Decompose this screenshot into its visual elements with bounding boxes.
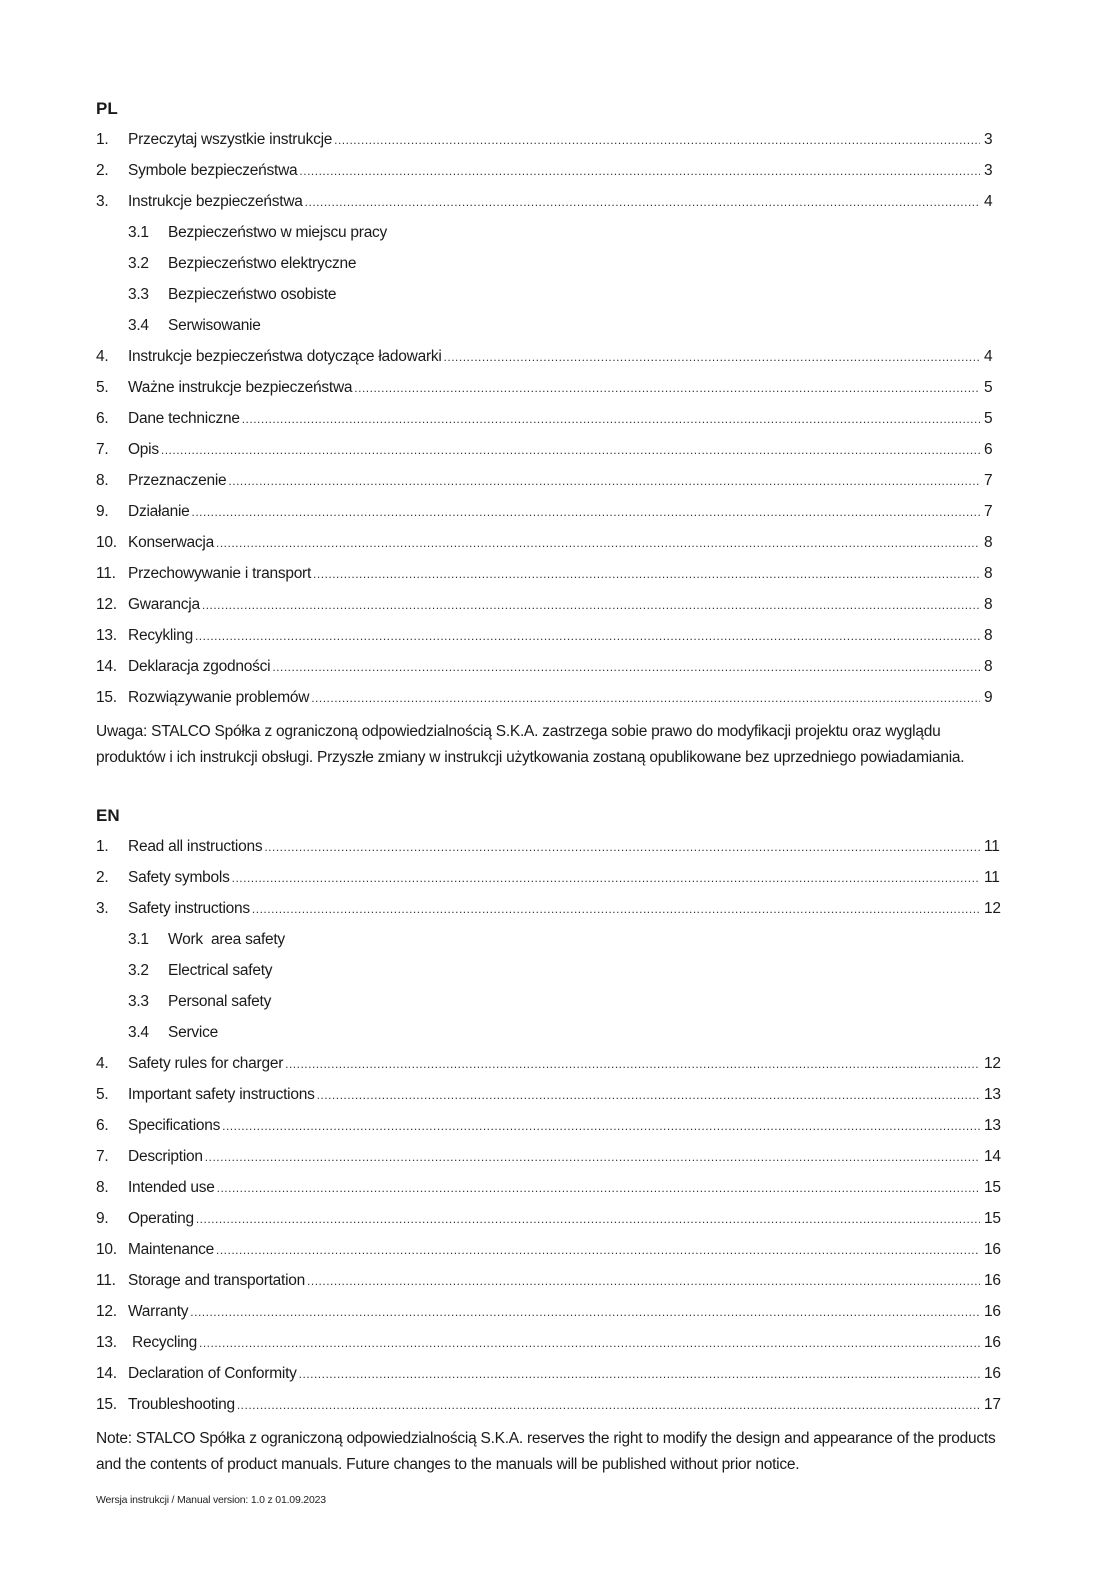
toc-item-page: 17	[984, 1396, 1001, 1413]
toc-item-title: Instrukcje bezpieczeństwa dotyczące ładowarki	[128, 348, 442, 365]
toc-dot-leader	[307, 1266, 980, 1297]
toc-dot-leader	[232, 863, 980, 894]
toc-item-title: Przeczytaj wszystkie instrukcje	[128, 131, 333, 148]
toc-item-page: 11	[984, 838, 1000, 855]
toc-item-number: 4.	[96, 1055, 109, 1072]
toc-item	[96, 186, 1008, 217]
toc-item-title: Important safety instructions	[128, 1086, 315, 1103]
toc-item-page: 7	[984, 472, 993, 489]
toc-item-page: 15	[984, 1210, 1001, 1227]
toc-item	[96, 1203, 1008, 1234]
toc-item-number: 5.	[96, 379, 109, 396]
toc-item-number: 12.	[96, 1303, 117, 1320]
toc-dot-leader	[192, 497, 980, 528]
toc-item-title: Operating	[128, 1210, 194, 1227]
toc-dot-leader	[272, 652, 980, 683]
toc-item	[96, 589, 1008, 620]
toc-item-page: 8	[984, 658, 993, 675]
section-heading-en: EN	[96, 806, 120, 825]
toc-dot-leader	[190, 1297, 980, 1328]
toc-dot-leader	[264, 832, 980, 863]
toc-item-page: 16	[984, 1303, 1001, 1320]
toc-item-title: Ważne instrukcje bezpieczeństwa	[128, 379, 353, 396]
toc-item-title: Recykling	[128, 627, 193, 644]
toc-item-number: 10.	[96, 534, 117, 551]
section-heading-pl: PL	[96, 99, 118, 118]
toc-item	[96, 1110, 1008, 1141]
toc-item-number: 9.	[96, 1210, 109, 1227]
toc-item-number: 7.	[96, 441, 109, 458]
toc-item-title: Intended use	[128, 1179, 215, 1196]
toc-item-title: Maintenance	[128, 1241, 215, 1258]
toc-item-title: Description	[128, 1148, 203, 1165]
toc-item-title: Gwarancja	[128, 596, 200, 613]
toc-item-title: Bezpieczeństwo osobiste	[168, 286, 337, 303]
note-en: Note: STALCO Spółka z ograniczoną odpowiedzialnością S.K.A. reserves the right to modify the design and appearance of the products and the contents of product manuals. Future changes to the manuals will be published without prior notice.	[96, 1430, 996, 1473]
toc-item-number: 14.	[96, 1365, 117, 1382]
toc-item-page: 13	[984, 1086, 1001, 1103]
toc-item-title: Przechowywanie i transport	[128, 565, 312, 582]
toc-dot-leader	[237, 1390, 980, 1421]
toc-item-number: 3.3	[128, 286, 149, 303]
toc-dot-leader	[228, 466, 980, 497]
toc-item-page: 6	[984, 441, 993, 458]
toc-subitem	[96, 986, 1008, 1017]
toc-item-number: 8.	[96, 1179, 109, 1196]
toc-item-number: 4.	[96, 348, 109, 365]
toc-item-number: 6.	[96, 1117, 109, 1134]
toc-item-page: 16	[984, 1241, 1001, 1258]
toc-item	[96, 682, 1008, 713]
toc-dot-leader	[161, 435, 980, 466]
toc-dot-leader	[313, 559, 980, 590]
toc-item-page: 11	[984, 869, 1000, 886]
toc-item-title: Read all instructions	[128, 838, 263, 855]
toc-item-page: 16	[984, 1365, 1001, 1382]
toc-dot-leader	[216, 528, 980, 559]
toc-item-number: 15.	[96, 1396, 117, 1413]
toc-item	[96, 1265, 1008, 1296]
toc-item	[96, 372, 1008, 403]
toc-item-page: 8	[984, 627, 993, 644]
toc-dot-leader	[199, 1328, 980, 1359]
toc-item-title: Troubleshooting	[128, 1396, 235, 1413]
toc-item-page: 5	[984, 379, 993, 396]
toc-item-number: 14.	[96, 658, 117, 675]
toc-dot-leader	[252, 894, 980, 925]
toc-item	[96, 1048, 1008, 1079]
toc-item-title: Declaration of Conformity	[128, 1365, 297, 1382]
toc-item	[96, 1327, 1008, 1358]
toc-dot-leader	[205, 1142, 980, 1173]
toc-item-title: Storage and transportation	[128, 1272, 306, 1289]
toc-item-page: 9	[984, 689, 993, 706]
toc-item-number: 7.	[96, 1148, 109, 1165]
toc-item-page: 3	[984, 162, 993, 179]
toc-item-number: 9.	[96, 503, 109, 520]
toc-dot-leader	[195, 621, 980, 652]
toc-item	[96, 651, 1008, 682]
toc-item-title: Safety symbols	[128, 869, 230, 886]
toc-item-number: 15.	[96, 689, 117, 706]
toc-item-title: Service	[168, 1024, 218, 1041]
toc-item-number: 3.	[96, 193, 109, 210]
toc-item-number: 3.3	[128, 993, 149, 1010]
toc-item-number: 3.	[96, 900, 109, 917]
toc-item-number: 1.	[96, 838, 109, 855]
toc-item	[96, 862, 1008, 893]
toc-item	[96, 496, 1008, 527]
toc-item	[96, 1172, 1008, 1203]
toc-item-number: 10.	[96, 1241, 117, 1258]
toc-item	[96, 1141, 1008, 1172]
toc-dot-leader	[444, 342, 980, 373]
toc-item-number: 12.	[96, 596, 117, 613]
note-pl: Uwaga: STALCO Spółka z ograniczoną odpowiedzialnością S.K.A. zastrzega sobie prawo do modyfikacji projektu oraz wyglądu produktów i ich instrukcji obsługi. Przyszłe zmiany w instrukcji użytkowania zostaną opublikowane bez uprzedniego powiadamiania.	[96, 723, 965, 766]
toc-section-en	[96, 805, 1008, 1478]
toc-item-number: 1.	[96, 131, 109, 148]
toc-item	[96, 620, 1008, 651]
toc-dot-leader	[242, 404, 980, 435]
toc-item	[96, 1296, 1008, 1327]
toc-item-number: 3.4	[128, 1024, 149, 1041]
toc-item-title: Bezpieczeństwo w miejscu pracy	[168, 224, 388, 241]
toc-item-number: 13.	[96, 1334, 117, 1351]
toc-item	[96, 341, 1008, 372]
toc-item-page: 8	[984, 565, 993, 582]
toc-item-title: Bezpieczeństwo elektryczne	[168, 255, 357, 272]
toc-item-page: 5	[984, 410, 993, 427]
toc-item	[96, 831, 1008, 862]
toc-item	[96, 465, 1008, 496]
toc-dot-leader	[299, 1359, 980, 1390]
toc-dot-leader	[305, 187, 980, 218]
toc-dot-leader	[311, 683, 980, 714]
toc-item-number: 8.	[96, 472, 109, 489]
toc-dot-leader	[196, 1204, 980, 1235]
toc-dot-leader	[354, 373, 980, 404]
toc-item-page: 8	[984, 534, 993, 551]
toc-item-title: Dane techniczne	[128, 410, 240, 427]
toc-item-title: Opis	[128, 441, 159, 458]
toc-dot-leader	[334, 125, 980, 156]
toc-item	[96, 527, 1008, 558]
toc-item	[96, 1358, 1008, 1389]
toc-item-number: 2.	[96, 869, 109, 886]
toc-item	[96, 558, 1008, 589]
toc-item-page: 14	[984, 1148, 1001, 1165]
toc-item-title: Safety instructions	[128, 900, 250, 917]
toc-item-page: 16	[984, 1334, 1001, 1351]
toc-dot-leader	[285, 1049, 980, 1080]
toc-subitem	[96, 310, 1008, 341]
toc-item-page: 13	[984, 1117, 1001, 1134]
toc-item-title: Symbole bezpieczeństwa	[128, 162, 298, 179]
toc-item-title: Deklaracja zgodności	[128, 658, 271, 675]
toc-item-title: Recycling	[128, 1334, 197, 1351]
toc-dot-leader	[202, 590, 980, 621]
toc-dot-leader	[216, 1235, 980, 1266]
toc-item	[96, 893, 1008, 924]
toc-item-page: 3	[984, 131, 993, 148]
manual-version-footer: Wersja instrukcji / Manual version: 1.0 z 01.09.2023	[96, 1494, 326, 1506]
toc-item-page: 15	[984, 1179, 1001, 1196]
toc-item-title: Przeznaczenie	[128, 472, 227, 489]
toc-section-pl	[96, 98, 1008, 771]
toc-item-number: 3.2	[128, 962, 149, 979]
toc-item-number: 3.1	[128, 931, 149, 948]
toc-item	[96, 155, 1008, 186]
toc-item-page: 4	[984, 348, 993, 365]
toc-dot-leader	[217, 1173, 980, 1204]
toc-dot-leader	[222, 1111, 980, 1142]
toc-subitem	[96, 279, 1008, 310]
toc-item	[96, 1079, 1008, 1110]
toc-item-number: 2.	[96, 162, 109, 179]
toc-list-en	[96, 831, 1008, 1420]
toc-item-number: 3.1	[128, 224, 149, 241]
toc-item-number: 11.	[96, 565, 116, 582]
toc-subitem	[96, 955, 1008, 986]
toc-item-title: Działanie	[128, 503, 190, 520]
toc-item	[96, 1234, 1008, 1265]
toc-item-title: Safety rules for charger	[128, 1055, 284, 1072]
toc-item-number: 5.	[96, 1086, 109, 1103]
toc-item-page: 12	[984, 900, 1001, 917]
toc-item-title: Instrukcje bezpieczeństwa	[128, 193, 303, 210]
toc-item-page: 8	[984, 596, 993, 613]
toc-item	[96, 124, 1008, 155]
toc-item	[96, 1389, 1008, 1420]
toc-item-title: Electrical safety	[168, 962, 273, 979]
toc-subitem	[96, 248, 1008, 279]
toc-item-title: Serwisowanie	[168, 317, 261, 334]
toc-subitem	[96, 924, 1008, 955]
toc-item-number: 3.2	[128, 255, 149, 272]
toc-item-page: 7	[984, 503, 993, 520]
toc-dot-leader	[299, 156, 980, 187]
toc-item	[96, 403, 1008, 434]
toc-item-title: Personal safety	[168, 993, 272, 1010]
toc-item-title: Specifications	[128, 1117, 221, 1134]
toc-item-number: 6.	[96, 410, 109, 427]
toc-subitem	[96, 217, 1008, 248]
toc-item-title: Konserwacja	[128, 534, 214, 551]
toc-dot-leader	[317, 1080, 980, 1111]
toc-item-page: 16	[984, 1272, 1001, 1289]
toc-list-pl	[96, 124, 1008, 713]
toc-item-number: 13.	[96, 627, 117, 644]
toc-item-page: 12	[984, 1055, 1001, 1072]
toc-item-title: Rozwiązywanie problemów	[128, 689, 310, 706]
toc-item-title: Warranty	[128, 1303, 189, 1320]
toc-item-number: 3.4	[128, 317, 149, 334]
toc-item	[96, 434, 1008, 465]
toc-subitem	[96, 1017, 1008, 1048]
toc-item-title: Work area safety	[168, 931, 285, 948]
toc-item-page: 4	[984, 193, 993, 210]
toc-item-number: 11.	[96, 1272, 116, 1289]
